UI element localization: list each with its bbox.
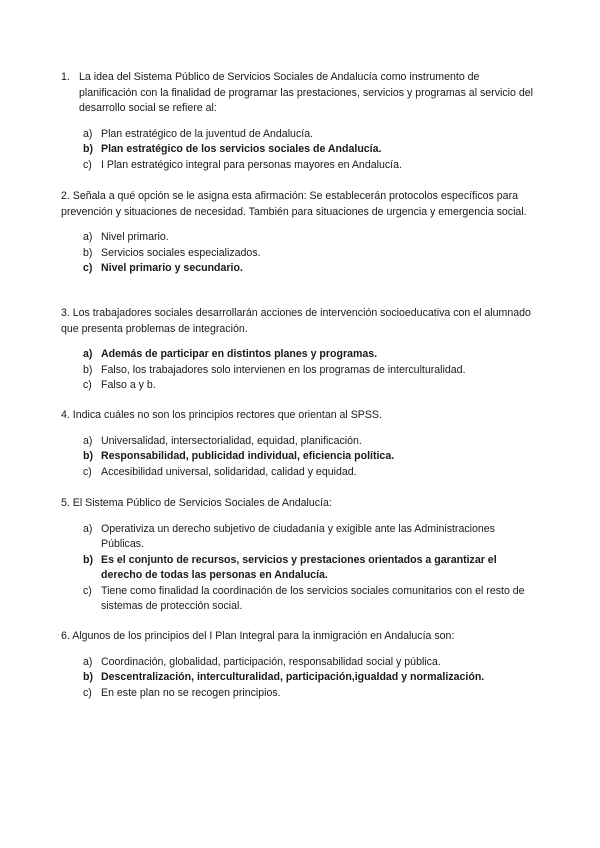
question-text: 3. Los trabajadores sociales desarrollarán acciones de intervención socioeducativa con el alumnado que presenta problemas de integración. xyxy=(61,307,531,335)
options-list xyxy=(83,230,538,277)
option-b-correct: b) Descentralización, interculturalidad, participación,igualdad y normalización. xyxy=(83,671,485,683)
option-b-correct: b) Responsabilidad, publicidad individual, eficiencia política. xyxy=(83,450,395,462)
option-b-correct: b) Plan estratégico de los servicios sociales de Andalucía. xyxy=(83,143,382,155)
question-6 xyxy=(61,629,538,701)
question-1 xyxy=(61,70,538,173)
question-text: 5. El Sistema Público de Servicios Sociales de Andalucía: xyxy=(61,497,332,509)
question-text: 6. Algunos de los principios del I Plan Integral para la inmigración en Andalucía son: xyxy=(61,630,455,642)
options-list xyxy=(83,522,538,615)
question-text: 4. Indica cuáles no son los principios rectores que orientan al SPSS. xyxy=(61,409,382,421)
option-c: c) En este plan no se recogen principios. xyxy=(83,686,281,699)
option-c: c) Tiene como finalidad la coordinación de los servicios sociales comunitarios con el resto de sistemas de protección social. xyxy=(83,584,525,612)
question-4 xyxy=(61,408,538,480)
option-b: b) Falso, los trabajadores solo intervienen en los programas de interculturalidad. xyxy=(83,363,466,376)
question-text: 2. Señala a qué opción se le asigna esta afirmación: Se establecerán protocolos específicos para prevención y situaciones de necesidad. También para situaciones de urgencia y emergencia social. xyxy=(61,190,527,218)
option-b: b) Servicios sociales especializados. xyxy=(83,246,261,259)
options-list xyxy=(83,347,538,394)
option-a-correct: a) Además de participar en distintos planes y programas. xyxy=(83,348,378,360)
options-list xyxy=(83,655,538,702)
option-c-correct: c) Nivel primario y secundario. xyxy=(83,262,243,274)
question-text: 1. La idea del Sistema Público de Servicios Sociales de Andalucía como instrumento de planificación con la finalidad de programar las prestaciones, servicios y programas al servicio del desarrollo social se refiere al: xyxy=(61,71,533,114)
question-2 xyxy=(61,189,538,277)
question-5 xyxy=(61,496,538,615)
option-a: a) Plan estratégico de la juventud de Andalucía. xyxy=(83,127,314,140)
option-a: a) Universalidad, intersectorialidad, equidad, planificación. xyxy=(83,434,362,447)
option-c: c) I Plan estratégico integral para personas mayores en Andalucía. xyxy=(83,158,402,171)
question-3 xyxy=(61,306,538,394)
option-a: a) Nivel primario. xyxy=(83,231,169,243)
question-number: 1. xyxy=(61,71,70,83)
option-c: c) Falso a y b. xyxy=(83,379,156,391)
option-a: a) Coordinación, globalidad, participación, responsabilidad social y pública. xyxy=(83,655,441,668)
option-a: a) Operativiza un derecho subjetivo de ciudadanía y exigible ante las Administraciones Públicas. xyxy=(83,522,495,550)
options-list xyxy=(83,434,538,481)
option-c: c) Accesibilidad universal, solidaridad, calidad y equidad. xyxy=(83,465,357,478)
options-list xyxy=(83,127,538,174)
option-b-correct: b) Es el conjunto de recursos, servicios y prestaciones orientados a garantizar el derecho de todas las personas en Andalucía. xyxy=(83,553,497,581)
